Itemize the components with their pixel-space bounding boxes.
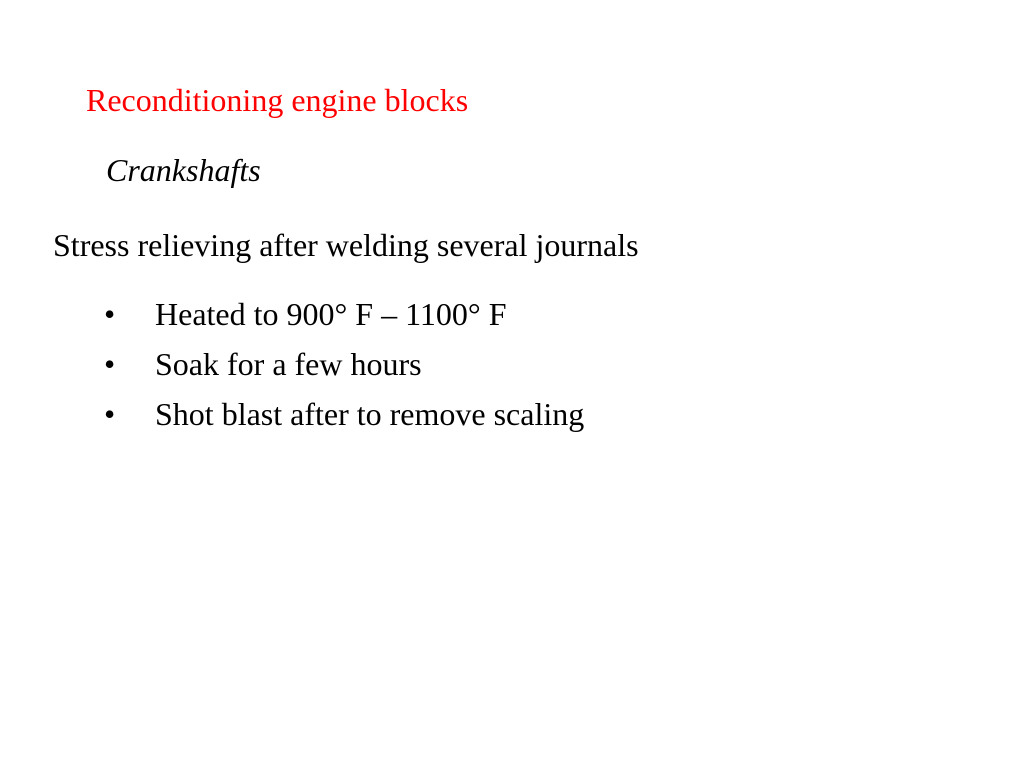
bullet-text: Soak for a few hours bbox=[155, 346, 422, 382]
bullet-marker: • bbox=[104, 346, 116, 382]
slide-title: Reconditioning engine blocks bbox=[86, 82, 469, 118]
bullet-text: Heated to 900° F – 1100° F bbox=[155, 296, 507, 332]
section-heading: Stress relieving after welding several journals bbox=[53, 227, 639, 263]
bullet-marker: • bbox=[104, 296, 116, 332]
bullet-marker: • bbox=[104, 396, 116, 432]
bullet-text: Shot blast after to remove scaling bbox=[155, 396, 585, 432]
slide-subtitle: Crankshafts bbox=[106, 152, 261, 188]
